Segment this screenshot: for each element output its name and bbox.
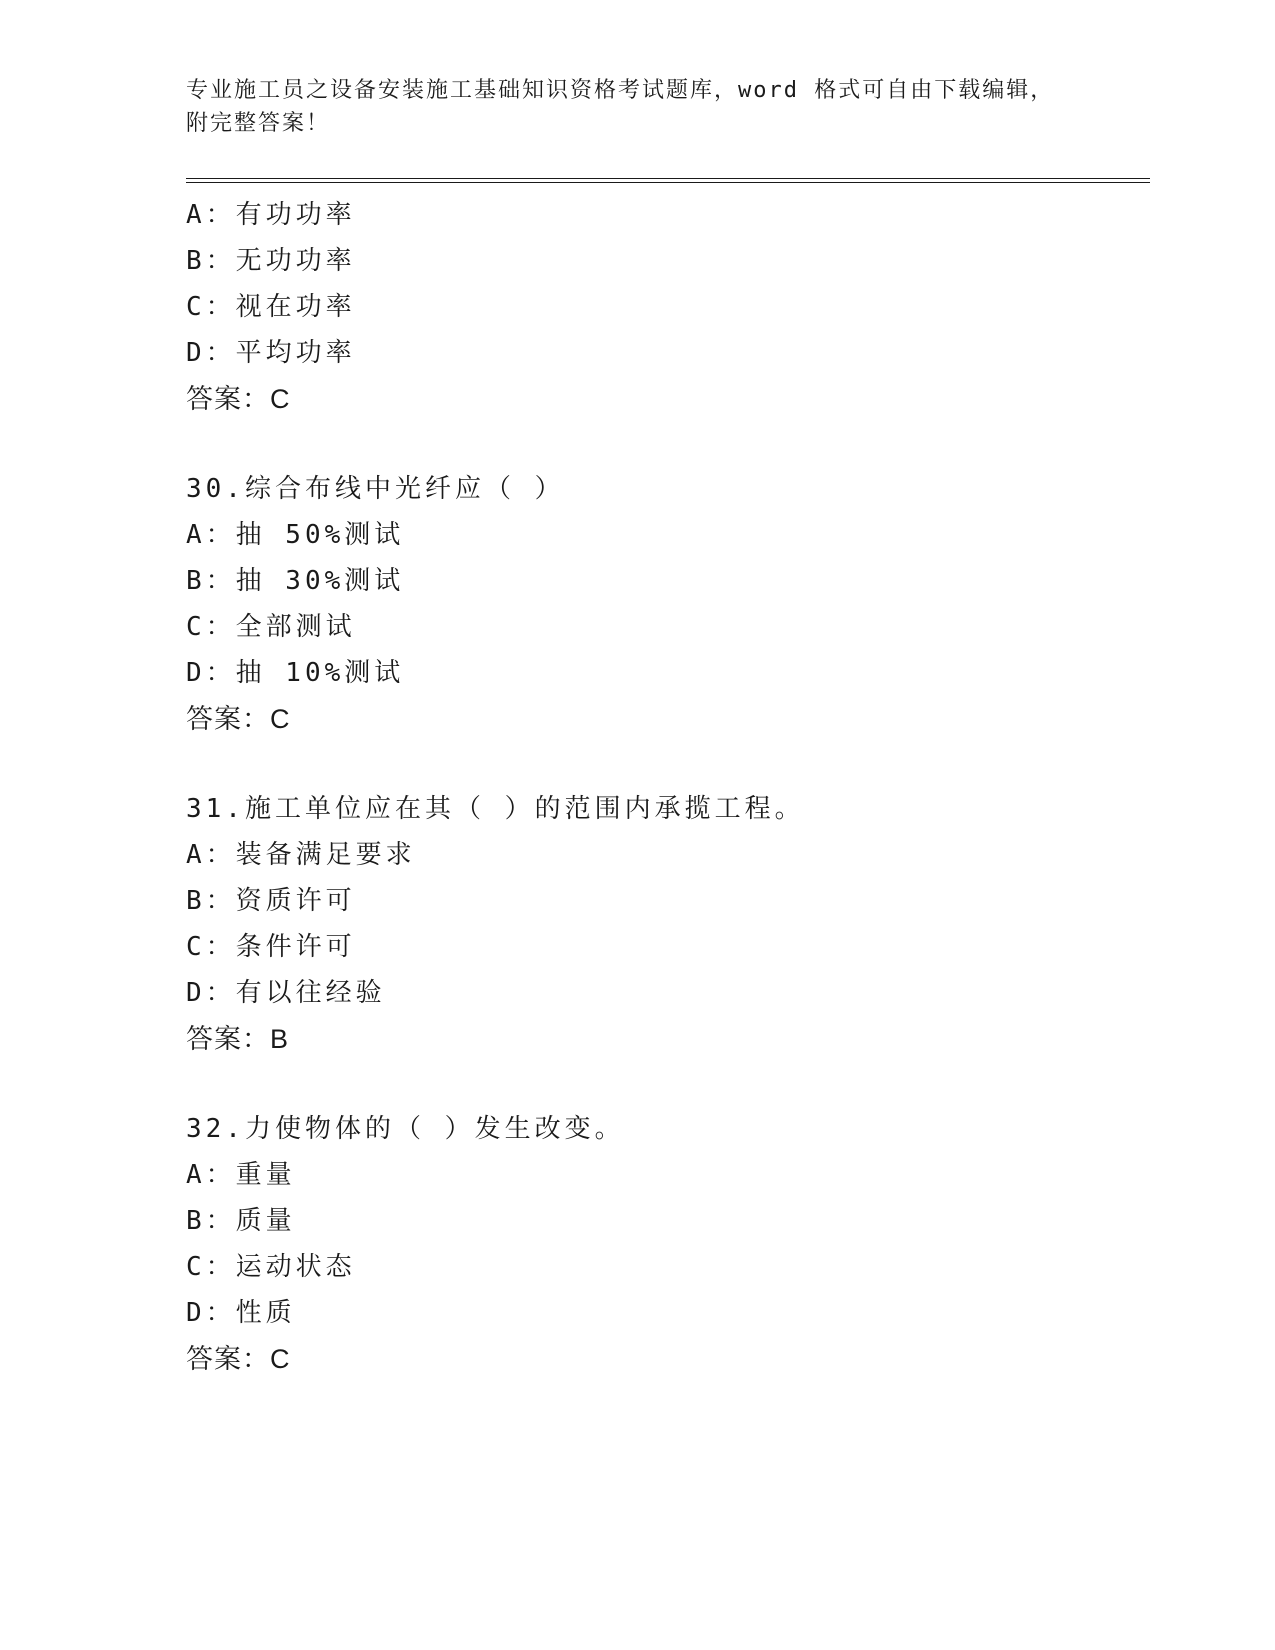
spacer	[186, 422, 1146, 466]
option-d: D：性质	[186, 1298, 296, 1328]
spacer	[186, 1062, 1146, 1106]
question-stem: 31.施工单位应在其（ ）的范围内承揽工程。	[186, 794, 805, 824]
option-c: C：条件许可	[186, 932, 356, 962]
option-b: B：资质许可	[186, 886, 356, 916]
question-list	[186, 192, 1146, 1382]
option-c: C：全部测试	[186, 612, 356, 642]
spacer	[186, 742, 1146, 786]
option-c: C：视在功率	[186, 292, 356, 322]
option-d: D：有以往经验	[186, 978, 386, 1008]
question-block	[186, 466, 1146, 742]
question-block	[186, 1106, 1146, 1382]
question-block	[186, 192, 1146, 422]
option-d: D：抽 10%测试	[186, 658, 405, 688]
option-d: D：平均功率	[186, 338, 356, 368]
question-block	[186, 786, 1146, 1062]
question-stem: 30.综合布线中光纤应（ ）	[186, 474, 565, 504]
option-b: B：质量	[186, 1206, 296, 1236]
answer-line: 答案：C	[186, 704, 291, 734]
option-a: A：有功功率	[186, 200, 356, 230]
option-c: C：运动状态	[186, 1252, 356, 1282]
document-header	[186, 74, 1086, 140]
answer-line: 答案：C	[186, 1344, 291, 1374]
header-line-1: 专业施工员之设备安装施工基础知识资格考试题库，word 格式可自由下载编辑，	[186, 78, 1055, 103]
answer-line: 答案：C	[186, 384, 291, 414]
answer-line: 答案：B	[186, 1024, 290, 1054]
option-a: A：装备满足要求	[186, 840, 416, 870]
option-b: B：无功功率	[186, 246, 356, 276]
header-line-2: 附完整答案！	[186, 111, 331, 136]
header-divider	[186, 178, 1150, 183]
question-stem: 32.力使物体的（ ）发生改变。	[186, 1114, 625, 1144]
option-b: B：抽 30%测试	[186, 566, 405, 596]
option-a: A：重量	[186, 1160, 296, 1190]
option-a: A：抽 50%测试	[186, 520, 405, 550]
